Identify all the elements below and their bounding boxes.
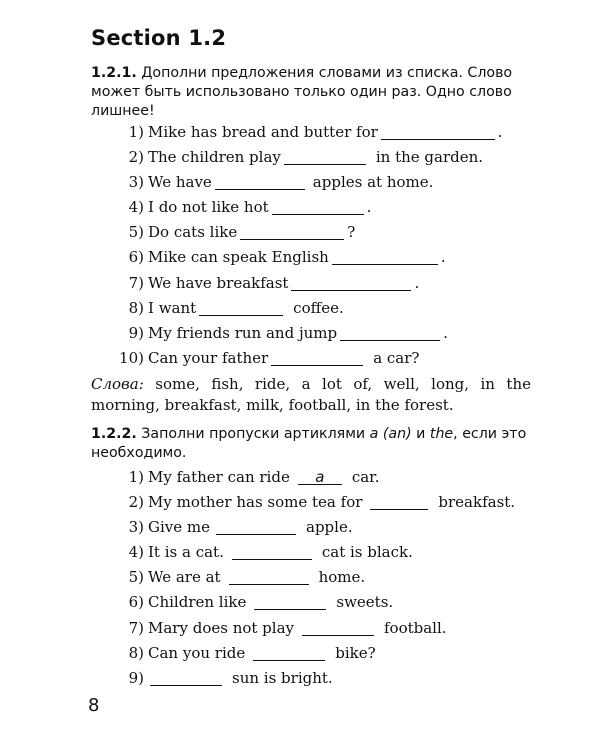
exercise-2-item — [116, 515, 515, 540]
answer-blank[interactable] — [150, 670, 222, 686]
answer-blank[interactable] — [232, 544, 312, 560]
exercise-2-item — [116, 465, 515, 490]
item-text-after: . — [366, 198, 372, 217]
item-text-after: sweets. — [336, 593, 394, 612]
word-list — [91, 374, 531, 416]
exercise-1-item — [116, 120, 503, 145]
item-number: 1) — [128, 123, 144, 141]
answer-blank[interactable] — [215, 174, 305, 190]
answer-blank[interactable] — [340, 325, 440, 341]
exercise-1-item — [116, 195, 503, 220]
item-text-before: Give me — [148, 518, 210, 537]
answer-blank[interactable] — [240, 224, 344, 240]
answer-blank[interactable] — [229, 569, 309, 585]
item-text-after: car. — [351, 468, 380, 486]
item-text-before: Can your father — [148, 348, 269, 367]
exercise-1-item — [116, 220, 503, 245]
item-text-after: apple. — [306, 518, 353, 537]
item-text-before: Do cats like — [148, 223, 238, 242]
item-text-after: . — [443, 323, 448, 342]
item-text-after: . — [440, 248, 446, 267]
item-number: 10) — [119, 348, 144, 367]
word-list-text: some, fish, ride, a lot of, well, long, in the morning, breakfast, milk, football, in the forest. — [91, 375, 531, 414]
item-number: 9) — [128, 668, 144, 687]
exercise-2-item — [116, 540, 515, 565]
item-text-before: I do not like hot — [148, 198, 269, 217]
item-text-after: sun is bright. — [232, 668, 333, 687]
exercise-2-instruction — [91, 425, 531, 463]
item-text-before: We have breakfast — [148, 273, 289, 292]
item-text-before: My father can ride — [148, 468, 290, 486]
item-number: 2) — [128, 493, 144, 512]
exercise-1-number: 1.2.1. — [91, 65, 137, 81]
answer-blank[interactable] — [199, 300, 283, 316]
item-number: 4) — [128, 543, 144, 562]
answer-blank[interactable] — [216, 519, 296, 535]
item-text-before: Mary does not play — [148, 618, 294, 637]
page-number: 8 — [88, 695, 100, 716]
exercise-2-item — [116, 590, 515, 615]
exercise-2-item — [116, 666, 515, 691]
item-text-before: My mother has some tea for — [148, 493, 363, 512]
exercise-2-item — [116, 490, 515, 515]
item-number: 6) — [128, 248, 144, 267]
exercise-1-list — [116, 120, 503, 371]
item-number: 9) — [128, 323, 144, 342]
answer-blank[interactable] — [254, 594, 326, 610]
item-text-after: bike? — [335, 643, 376, 662]
exercise-2-list — [116, 465, 515, 691]
exercise-1-item — [116, 271, 503, 296]
exercise-2-instruction-and: и — [411, 426, 430, 442]
word-list-label: Слова: — [91, 375, 144, 393]
answer-blank[interactable] — [381, 124, 495, 140]
item-number: 4) — [128, 198, 144, 217]
article-the: the — [429, 426, 454, 442]
answer-blank[interactable] — [253, 645, 325, 661]
exercise-1-item — [116, 145, 503, 170]
exercise-2-item — [116, 565, 515, 590]
item-text-before: My friends run and jump — [148, 323, 338, 342]
item-text-after: . — [497, 123, 503, 141]
item-text-before: We are at — [148, 568, 221, 587]
answer-blank[interactable] — [271, 350, 363, 366]
item-number: 1) — [128, 468, 144, 486]
answer-blank[interactable] — [284, 149, 366, 165]
item-number: 8) — [128, 298, 144, 317]
exercise-2-instruction-end: , если это необходимо. — [91, 426, 527, 461]
exercise-2-instruction-start: Заполни пропуски артиклями — [136, 426, 370, 442]
exercise-1-item — [116, 296, 503, 321]
item-text-after: . — [414, 273, 420, 292]
item-number: 7) — [128, 273, 144, 292]
article-a-an: a (an) — [369, 426, 412, 442]
exercise-2-item — [116, 641, 515, 666]
item-text-after: in the garden. — [375, 148, 484, 167]
item-text-after: football. — [384, 618, 447, 637]
item-text-after: coffee. — [293, 298, 344, 317]
item-text-before: We have — [148, 173, 212, 192]
item-text-before: The children play — [148, 148, 281, 167]
exercise-2-item — [116, 616, 515, 641]
item-number: 3) — [128, 518, 144, 537]
answer-blank[interactable] — [298, 469, 342, 485]
exercise-1-item — [116, 346, 503, 371]
answer-blank[interactable] — [272, 199, 364, 215]
item-number: 7) — [128, 618, 144, 637]
item-number: 3) — [128, 173, 144, 192]
item-number: 8) — [128, 643, 144, 662]
exercise-1-instruction-text: Дополни предложения словами из списка. Слово может быть использовано только один раз. Одно слово лишнее! — [91, 65, 513, 119]
item-number: 6) — [128, 593, 144, 612]
item-text-after: home. — [318, 568, 366, 587]
item-text-after: cat is black. — [321, 543, 413, 562]
exercise-1-item — [116, 321, 503, 346]
item-text-before: Children like — [148, 593, 247, 612]
item-number: 5) — [128, 223, 144, 242]
item-text-before: Mike can speak English — [148, 248, 329, 267]
section-title: Section 1.2 — [91, 26, 227, 50]
item-text-after: ? — [347, 223, 356, 242]
item-text-after: breakfast. — [438, 493, 516, 512]
answer-blank[interactable] — [332, 249, 438, 265]
item-text-after: apples at home. — [312, 173, 434, 192]
item-text-before: It is a cat. — [148, 543, 224, 562]
answer-blank[interactable] — [302, 620, 374, 636]
answer-blank[interactable] — [291, 275, 411, 291]
item-text-before: I want — [148, 298, 197, 317]
exercise-2-number: 1.2.2. — [91, 426, 137, 442]
item-number: 5) — [128, 568, 144, 587]
item-text-after: a car? — [373, 348, 420, 367]
item-text-before: Mike has bread and butter for — [148, 123, 378, 141]
answer-blank[interactable] — [370, 494, 428, 510]
handwritten-answer: a — [315, 468, 325, 486]
item-text-before: Can you ride — [148, 643, 246, 662]
exercise-1-item — [116, 245, 503, 270]
exercise-1-item — [116, 170, 503, 195]
exercise-1-instruction — [91, 64, 531, 121]
item-number: 2) — [128, 148, 144, 167]
